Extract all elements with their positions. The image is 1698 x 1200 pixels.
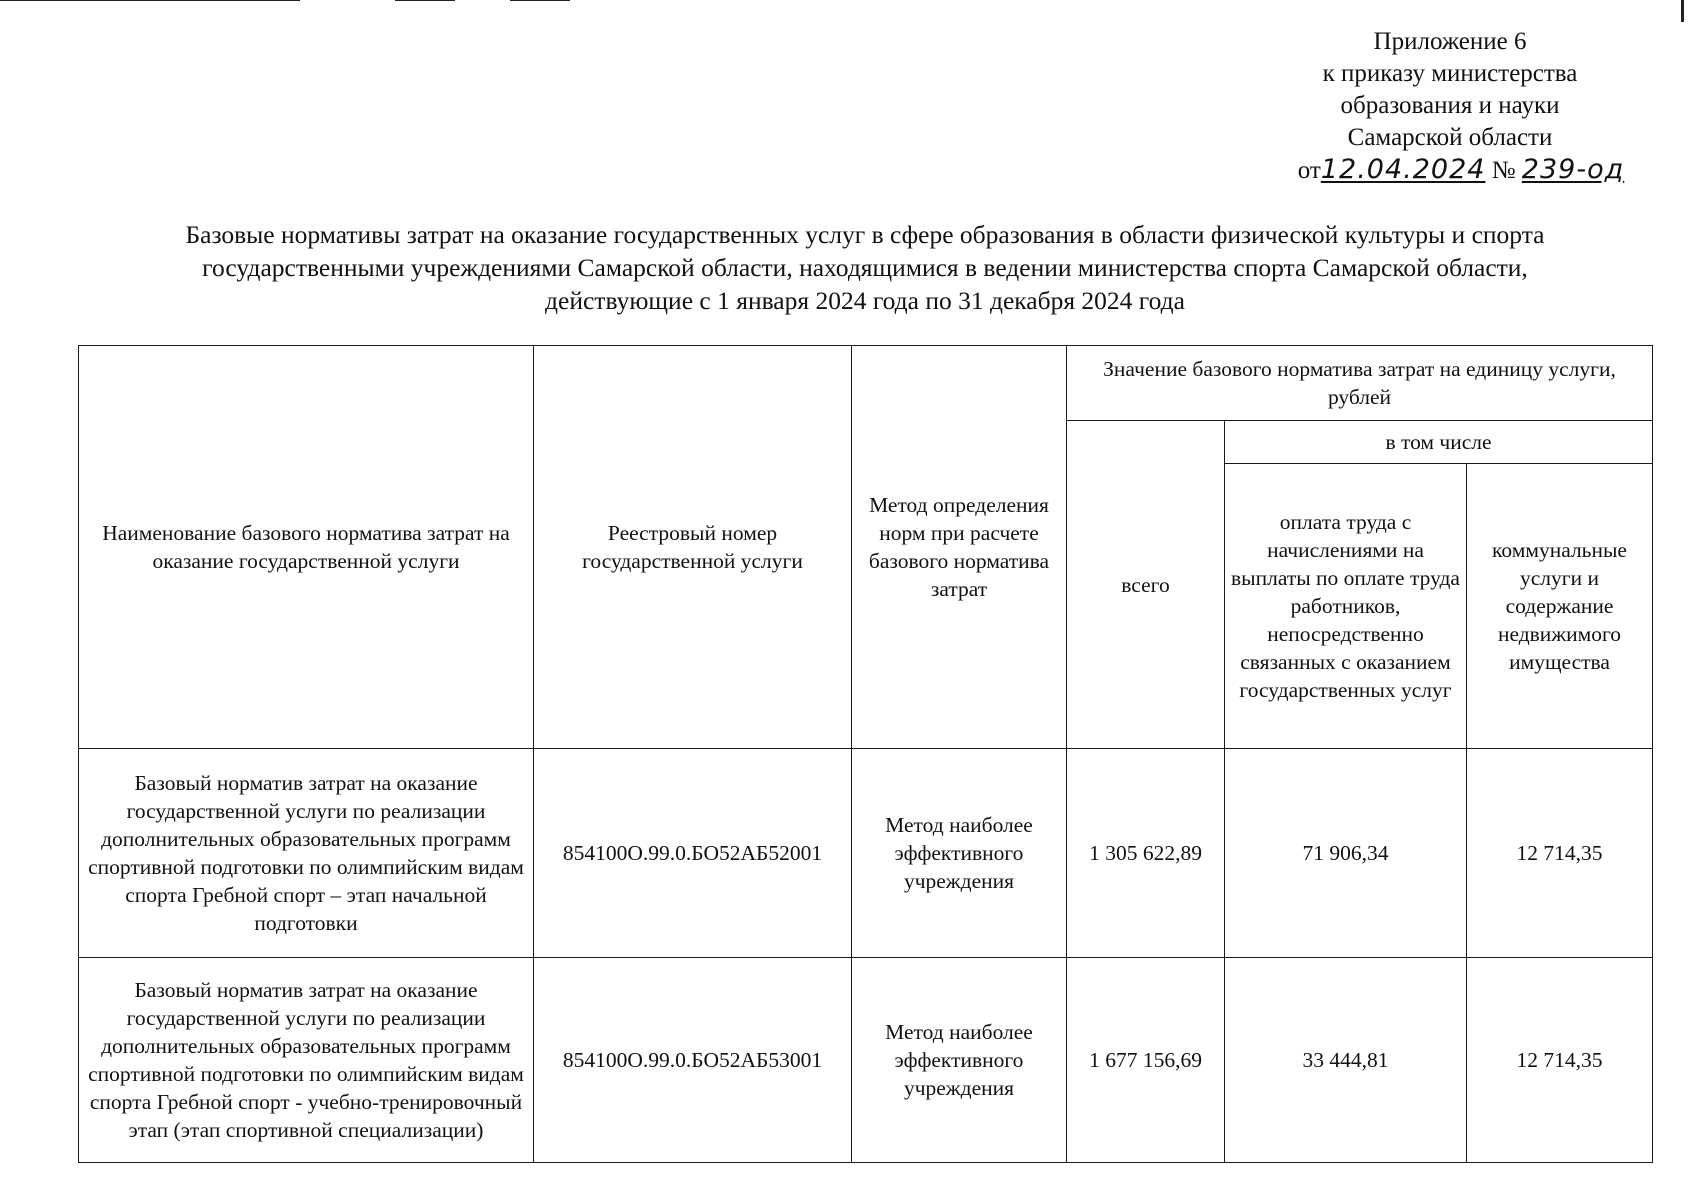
document-heading [70,218,1660,317]
appendix-region: Самарской области [1347,124,1553,151]
scan-artifact [510,0,570,1]
cell-name: Базовый норматив затрат на оказание государственной услуги по реализации дополнительных образовательных программ спортивной подготовки по олимпийским видам спорта Гребной спорт - учебно-тренировочный этап (этап спортивной специализации) [79,958,534,1163]
header-method: Метод определения норм при расчете базового норматива затрат [852,346,1067,749]
cell-registry: 854100О.99.0.БО52АБ52001 [534,749,852,958]
heading-line-2: государственными учреждениями Самарской области, находящимися в ведении министерства спорта Самарской области, [202,253,1528,282]
cell-method: Метод наиболее эффективного учреждения [852,958,1067,1163]
table-row [79,958,1653,1163]
order-date: 12.04.2024 [1320,154,1486,185]
norms-table [78,345,1653,1163]
heading-line-1: Базовые нормативы затрат на оказание государственных услуг в сфере образования в области физической культуры и спорта [185,220,1545,249]
cell-total: 1 305 622,89 [1067,749,1225,958]
cell-utilities: 12 714,35 [1467,958,1653,1163]
header-including: в том числе [1225,421,1653,464]
scan-artifact [0,0,300,1]
cell-labor: 71 906,34 [1225,749,1467,958]
table-row [79,749,1653,958]
header-labor: оплата труда с начислениями на выплаты по оплате труда работников, непосредственно связанных с оказанием государственных услуг [1225,464,1467,749]
header-registry: Реестровый номер государственной услуги [534,346,852,749]
header-value-group: Значение базового норматива затрат на единицу услуги, рублей [1067,346,1653,421]
appendix-order-ref: к приказу министерства [1322,60,1578,87]
cell-total: 1 677 156,69 [1067,958,1225,1163]
cell-labor: 33 444,81 [1225,958,1467,1163]
table-header-row [79,346,1653,421]
order-number: 239-од [1521,154,1625,185]
scan-artifact [1681,0,1684,22]
scan-artifact [395,0,455,1]
appendix-block [1260,26,1640,187]
appendix-ministry: образования и науки [1340,92,1560,119]
cell-method: Метод наиболее эффективного учреждения [852,749,1067,958]
from-label: от [1297,157,1321,184]
number-label: № [1491,157,1516,184]
cell-registry: 854100О.99.0.БО52АБ53001 [534,958,852,1163]
cell-utilities: 12 714,35 [1467,749,1653,958]
appendix-title: Приложение 6 [1373,28,1527,55]
appendix-date-number [1260,154,1640,187]
header-name: Наименование базового норматива затрат на оказание государственной услуги [79,346,534,749]
header-utilities: коммунальные услуги и содержание недвижимого имущества [1467,464,1653,749]
heading-line-3: действующие с 1 января 2024 года по 31 декабря 2024 года [545,286,1185,315]
header-total: всего [1067,421,1225,749]
cell-name: Базовый норматив затрат на оказание государственной услуги по реализации дополнительных образовательных программ спортивной подготовки по олимпийским видам спорта Гребной спорт – этап начальной подготовки [79,749,534,958]
